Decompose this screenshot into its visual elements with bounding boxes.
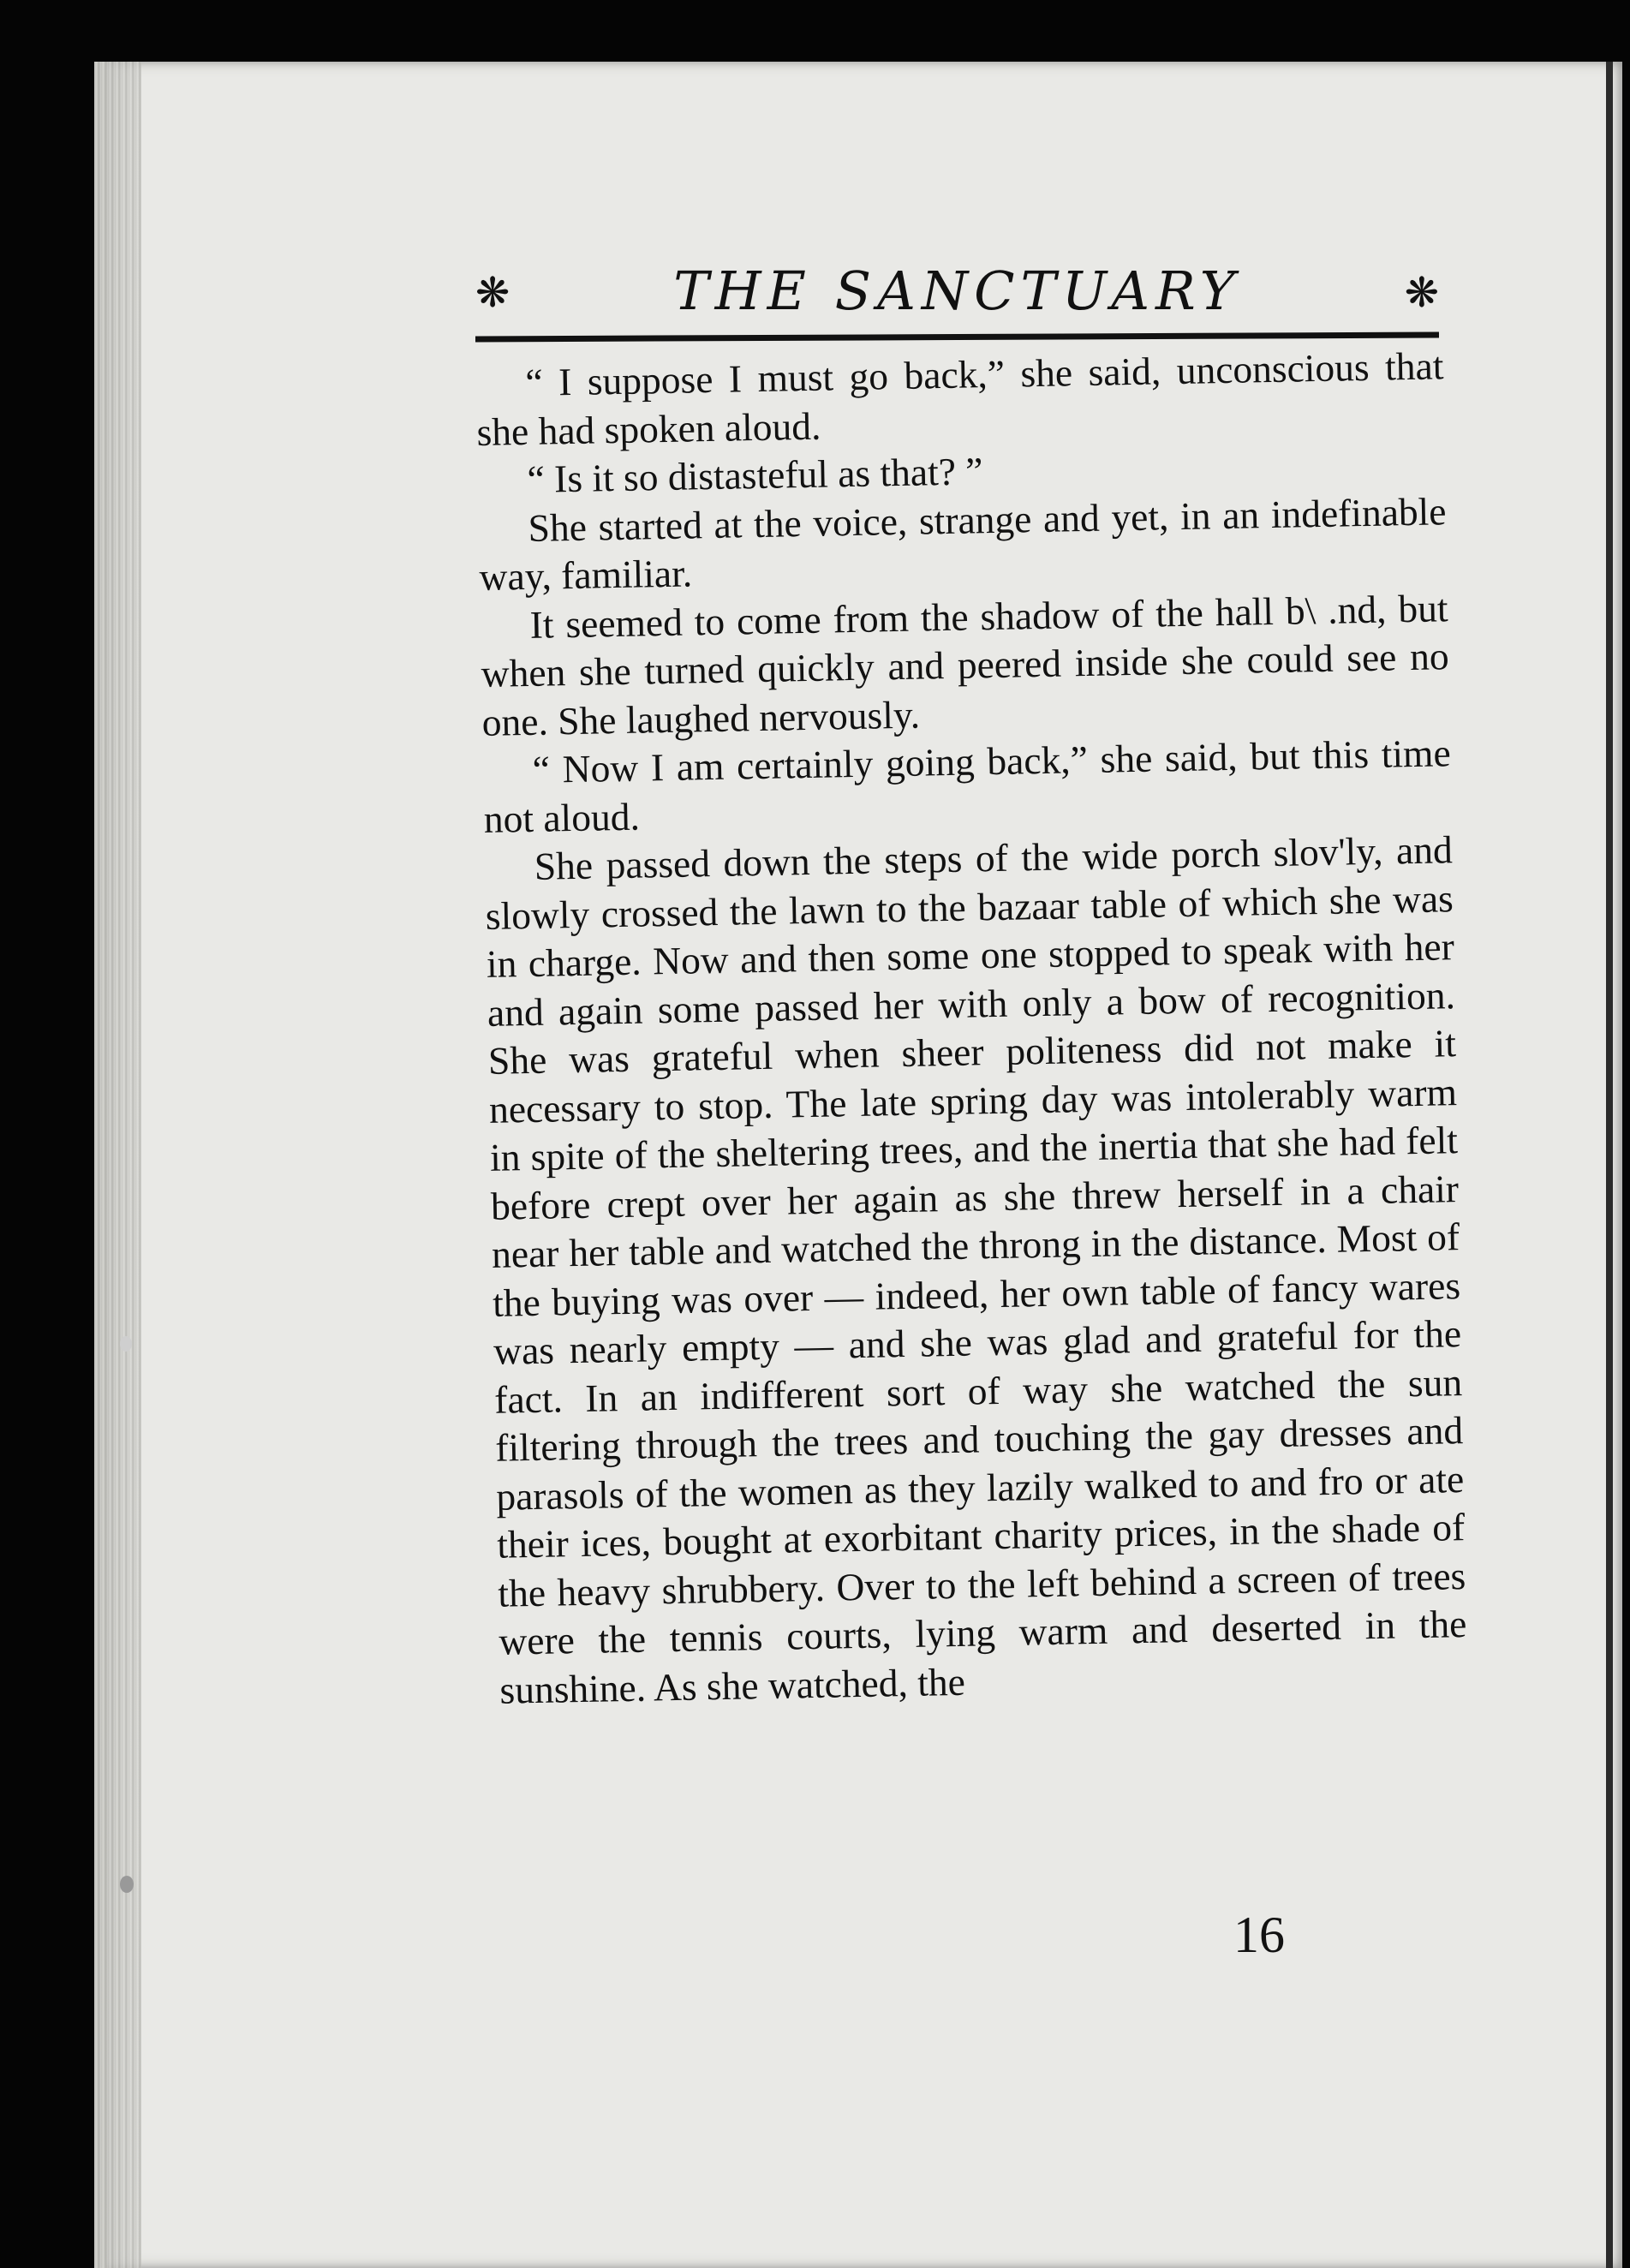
ornament-right-icon: ❋ <box>1404 269 1439 317</box>
body-text <box>475 342 1468 1714</box>
paragraph: “ Is it so distasteful as that? ” <box>527 449 983 501</box>
paragraph: “ I suppose I must go back,” she said, unconscious that she had spoken aloud. <box>476 343 1444 454</box>
page-right-edge <box>1606 62 1613 2268</box>
ornament-left-icon: ❋ <box>475 269 510 317</box>
scan-speck <box>120 1336 132 1352</box>
paragraph: She passed down the steps of the wide porch slov'ly, and slowly crossed the lawn to the bazaar table of which she was in charge. Now and then some one stopped to speak with her and again some passed her with only a bow of recognition. She was grateful when sheer politeness did not make it necessary to stop. The late spring day was intolerably warm in spite of the sheltering trees, and the inertia that she had felt before crept over her again as she threw herself in a chair near her table and watched the throng in the distance. Most of the buying was over — indeed, her own table of fancy wares was nearly empty — and she was glad and grateful for the fact. In an indifferent sort of way she watched the sun filtering through the trees and touching the gay dresses and parasols of the women as they lazily walked to and fro or ate their ices, bought at exorbitant charity prices, in the shade of the heavy shrubbery. Over to the left behind a screen of trees were the tennis courts, lying warm and deserted in the sunshine. As she watched, the <box>485 827 1467 1712</box>
scan-speck <box>120 1876 134 1893</box>
paragraph: It seemed to come from the shadow of the hall b\ .nd, but when she turned quickly and peered inside she could see no one. She laughed nervously. <box>481 585 1449 744</box>
page-binding-edge <box>94 62 141 2268</box>
page-number: 16 <box>1233 1907 1285 1963</box>
paragraph: “ Now I am certainly going back,” she said, but this time not aloud. <box>483 731 1452 841</box>
running-title: THE SANCTUARY <box>673 260 1241 322</box>
paragraph: She started at the voice, strange and yet, in an indefinable way, familiar. <box>479 488 1447 599</box>
